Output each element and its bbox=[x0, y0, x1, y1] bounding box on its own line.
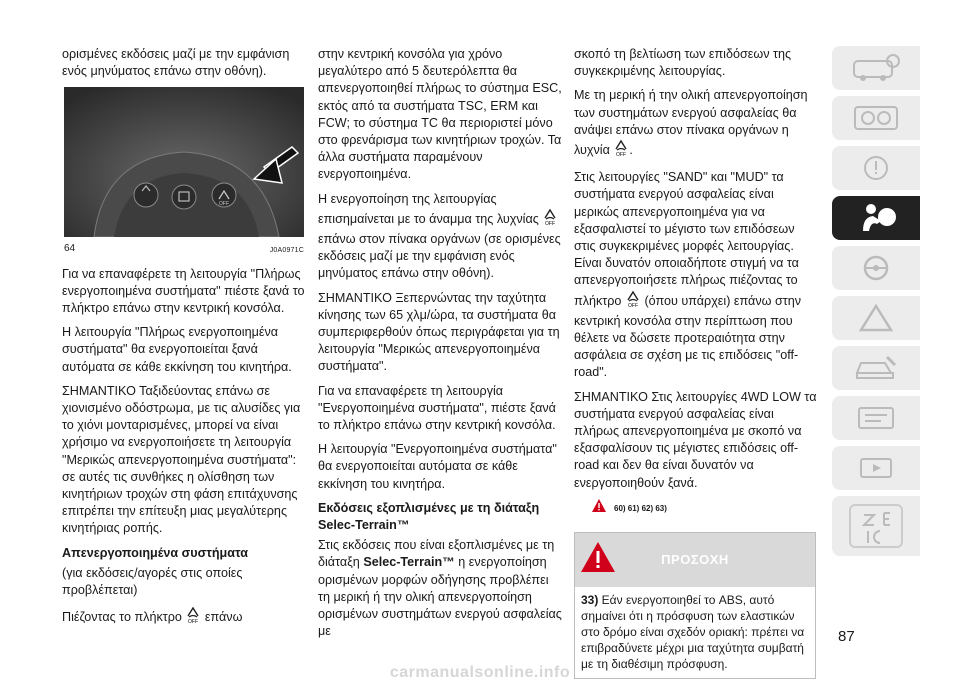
multimedia-icon bbox=[851, 453, 901, 483]
caution-text: 33) Εάν ενεργοποιηθεί το ABS, αυτό σημαίνει ότι η πρόσφυση των ελαστικών στο δρόμο είναι σχεδόν οριακή: πρέπει να επιβραδύνετε μέχρι μια ταχύτητα συμβατή με τη διαθέσιμη πρόσφυση. bbox=[581, 593, 805, 672]
paragraph: Στις εκδόσεις που είναι εξοπλισμένες με τη διάταξη Selec-Terrain™ η ενεργοποίηση ορισμένων μορφών οδήγησης προβλέπει τη μερική ή την ολική απενεργοποίηση ορισμένων συστημάτων ενεργού ασφαλείας με bbox=[318, 538, 562, 639]
paragraph: (για εκδόσεις/αγορές στις οποίες προβλέπεται) bbox=[62, 565, 243, 598]
paragraph: Πιέζοντας το πλήκτρο OFF επάνω bbox=[62, 606, 307, 629]
paragraph: ΣΗΜΑΝΤΙΚΟ Ξεπερνώντας την ταχύτητα κίνησης των 65 χλμ/ώρα, τα συστήματα θα συμπεριφερθούν όπως περιγράφεται για τη λειτουργία "Μερικώς απενεργοποιημένα συστήματα". bbox=[318, 290, 560, 374]
tab-emergency[interactable] bbox=[832, 296, 920, 340]
paragraph: Στις λειτουργίες "SAND" και "MUD" τα συστήματα ενεργού ασφαλείας είναι μερικώς απενεργοποιημένα για να εξασφαλιστεί το μέγιστο των επιδόσεων στις συγκεκριμένες μορφές λειτουργίας. Είναι δυνατόν οποιαδήποτε στιγμή να τα απενεργοποιήσετε πλήρως πιέζοντας το πλήκτρο OFF (όπου υπάρχει) επάνω στην κεντρική κονσόλα στην περίπτωση που θέλετε να δώσετε προτεραιότητα στην ασφάλεια σε σχέση με τις επιδόσεις "off-road". bbox=[574, 170, 801, 380]
caution-box bbox=[574, 532, 816, 679]
svg-text:OFF: OFF bbox=[188, 619, 199, 625]
esc-off-icon bbox=[542, 208, 558, 231]
paragraph: Με τη μερική ή την ολική απενεργοποίηση των συστημάτων ενεργού ασφαλείας θα ανάψει επάνω στον πίνακα οργάνων η λυχνία OFF . bbox=[574, 87, 819, 162]
airbag-safety-icon bbox=[851, 201, 901, 235]
paragraph: Η λειτουργία "Πλήρως ενεργοποιημένα συστήματα" θα ενεργοποιείται ξανά αυτόματα σε κάθε εκκίνηση του κινητήρα. bbox=[62, 325, 292, 374]
section-heading: Εκδόσεις εξοπλισμένες με τη διάταξη Selec-Terrain™ bbox=[318, 500, 540, 533]
svg-text:OFF: OFF bbox=[627, 302, 638, 308]
figure-caption bbox=[64, 240, 304, 259]
warning-references: 60) 61) 62) 63) bbox=[592, 499, 819, 518]
caution-header bbox=[575, 533, 815, 587]
esc-off-icon bbox=[625, 290, 641, 313]
tab-dashboard[interactable] bbox=[832, 96, 920, 140]
tab-multimedia[interactable] bbox=[832, 446, 920, 490]
tab-warning-lights[interactable] bbox=[832, 146, 920, 190]
alphabetical-index-icon bbox=[846, 501, 906, 551]
tab-vehicle-info[interactable] bbox=[832, 46, 920, 90]
paragraph: ΣΗΜΑΝΤΙΚΟ Στις λειτουργίες 4WD LOW τα συστήματα ενεργού ασφαλείας είναι πλήρως απενεργοποιημένα με σκοπό να εξασφαλίσουν τις μέγιστες επιδόσεις off-road και δεν θα είναι δυνατόν να ενεργοποιηθούν ξανά. bbox=[574, 389, 817, 490]
paragraph: Η ενεργοποίηση της λειτουργίας επισημαίνεται με το άναμμα της λυχνίας OFF επάνω στον πίνακα οργάνων (σε ορισμένες εκδόσεις μαζί με την εμφάνιση ενός μηνύματος επάνω στην οθόνη). bbox=[318, 191, 561, 281]
figure-console-photo bbox=[64, 87, 304, 237]
tab-safety[interactable] bbox=[832, 196, 920, 240]
car-info-icon bbox=[851, 53, 901, 83]
warning-triangle-icon bbox=[592, 499, 606, 518]
paragraph: Για να επαναφέρετε τη λειτουργία "Ενεργοποιημένα συστήματα", πιέστε ξανά το πλήκτρο επάνω στην κεντρική κονσόλα. bbox=[318, 383, 556, 433]
esc-off-icon bbox=[613, 139, 629, 162]
svg-text:OFF: OFF bbox=[545, 220, 556, 226]
tab-driving[interactable] bbox=[832, 246, 920, 290]
tab-maintenance[interactable] bbox=[832, 346, 920, 390]
caution-title: ΠΡΟΣΟΧΗ bbox=[661, 552, 729, 568]
paragraph: ορισμένες εκδόσεις μαζί με την εμφάνιση ενός μηνύματος επάνω στην οθόνη). bbox=[62, 47, 290, 79]
steering-wheel-icon bbox=[851, 253, 901, 283]
car-maintenance-icon bbox=[851, 353, 901, 383]
esc-off-icon bbox=[185, 606, 201, 629]
paragraph: Για να επαναφέρετε τη λειτουργία "Πλήρως ενεργοποιημένα συστήματα" πιέστε ξανά το πλήκτρο επάνω στην κεντρική κονσόλα. bbox=[62, 266, 305, 316]
svg-text:OFF: OFF bbox=[219, 201, 229, 208]
warning-lights-icon bbox=[851, 153, 901, 183]
emergency-triangle-icon bbox=[851, 303, 901, 333]
page-number: 87 bbox=[838, 628, 855, 645]
figure-code: J0A0971C bbox=[269, 247, 304, 255]
column-1 bbox=[62, 46, 307, 636]
svg-text:OFF: OFF bbox=[616, 152, 627, 158]
column-3 bbox=[574, 46, 819, 679]
watermark: carmanualsonline.info bbox=[389, 664, 571, 681]
paragraph: στην κεντρική κονσόλα για χρόνο μεγαλύτερο από 5 δευτερόλεπτα θα απενεργοποιηθεί πλήρως το σύστημα ESC, εκτός από τα συστήματα TSC, ERM και FCW; το σύστημα TC θα περιοριστεί μόνο στο φρενάρισμα των κινητήριων τροχών. Τα άλλα συστήματα παραμένουν ενεργοποιημένα. bbox=[318, 47, 562, 182]
column-2 bbox=[318, 46, 563, 648]
figure-number: 64 bbox=[64, 243, 76, 255]
section-heading: Απενεργοποιημένα συστήματα bbox=[62, 545, 248, 560]
dashboard-icon bbox=[851, 103, 901, 133]
tab-technical-data[interactable] bbox=[832, 396, 920, 440]
paragraph: Η λειτουργία "Ενεργοποιημένα συστήματα" θα ενεργοποιείται αυτόματα σε κάθε εκκίνηση του κινητήρα. bbox=[318, 442, 557, 491]
tab-index[interactable] bbox=[832, 496, 920, 556]
technical-data-icon bbox=[851, 403, 901, 433]
paragraph: ΣΗΜΑΝΤΙΚΟ Ταξιδεύοντας επάνω σε χιονισμένο οδόστρωμα, με τις αλυσίδες για το χιόνι μονταρισμένες, μπορεί να είναι χρήσιμο να ενεργοποιήσετε τη λειτουργία "Μερικώς απενεργοποιημένα συστήματα": σε αυτές τις συνθήκες η ολίσθηση των κινητήριων τροχών στη φάση επιτάχυνσης επιτρέπει την επίτευξη μιας μεγαλύτερης κινητήριας ροπής. bbox=[62, 383, 301, 536]
paragraph: σκοπό τη βελτίωση των επιδόσεων της συγκεκριμένης λειτουργίας. bbox=[574, 47, 792, 79]
chapter-tabs bbox=[832, 46, 920, 562]
